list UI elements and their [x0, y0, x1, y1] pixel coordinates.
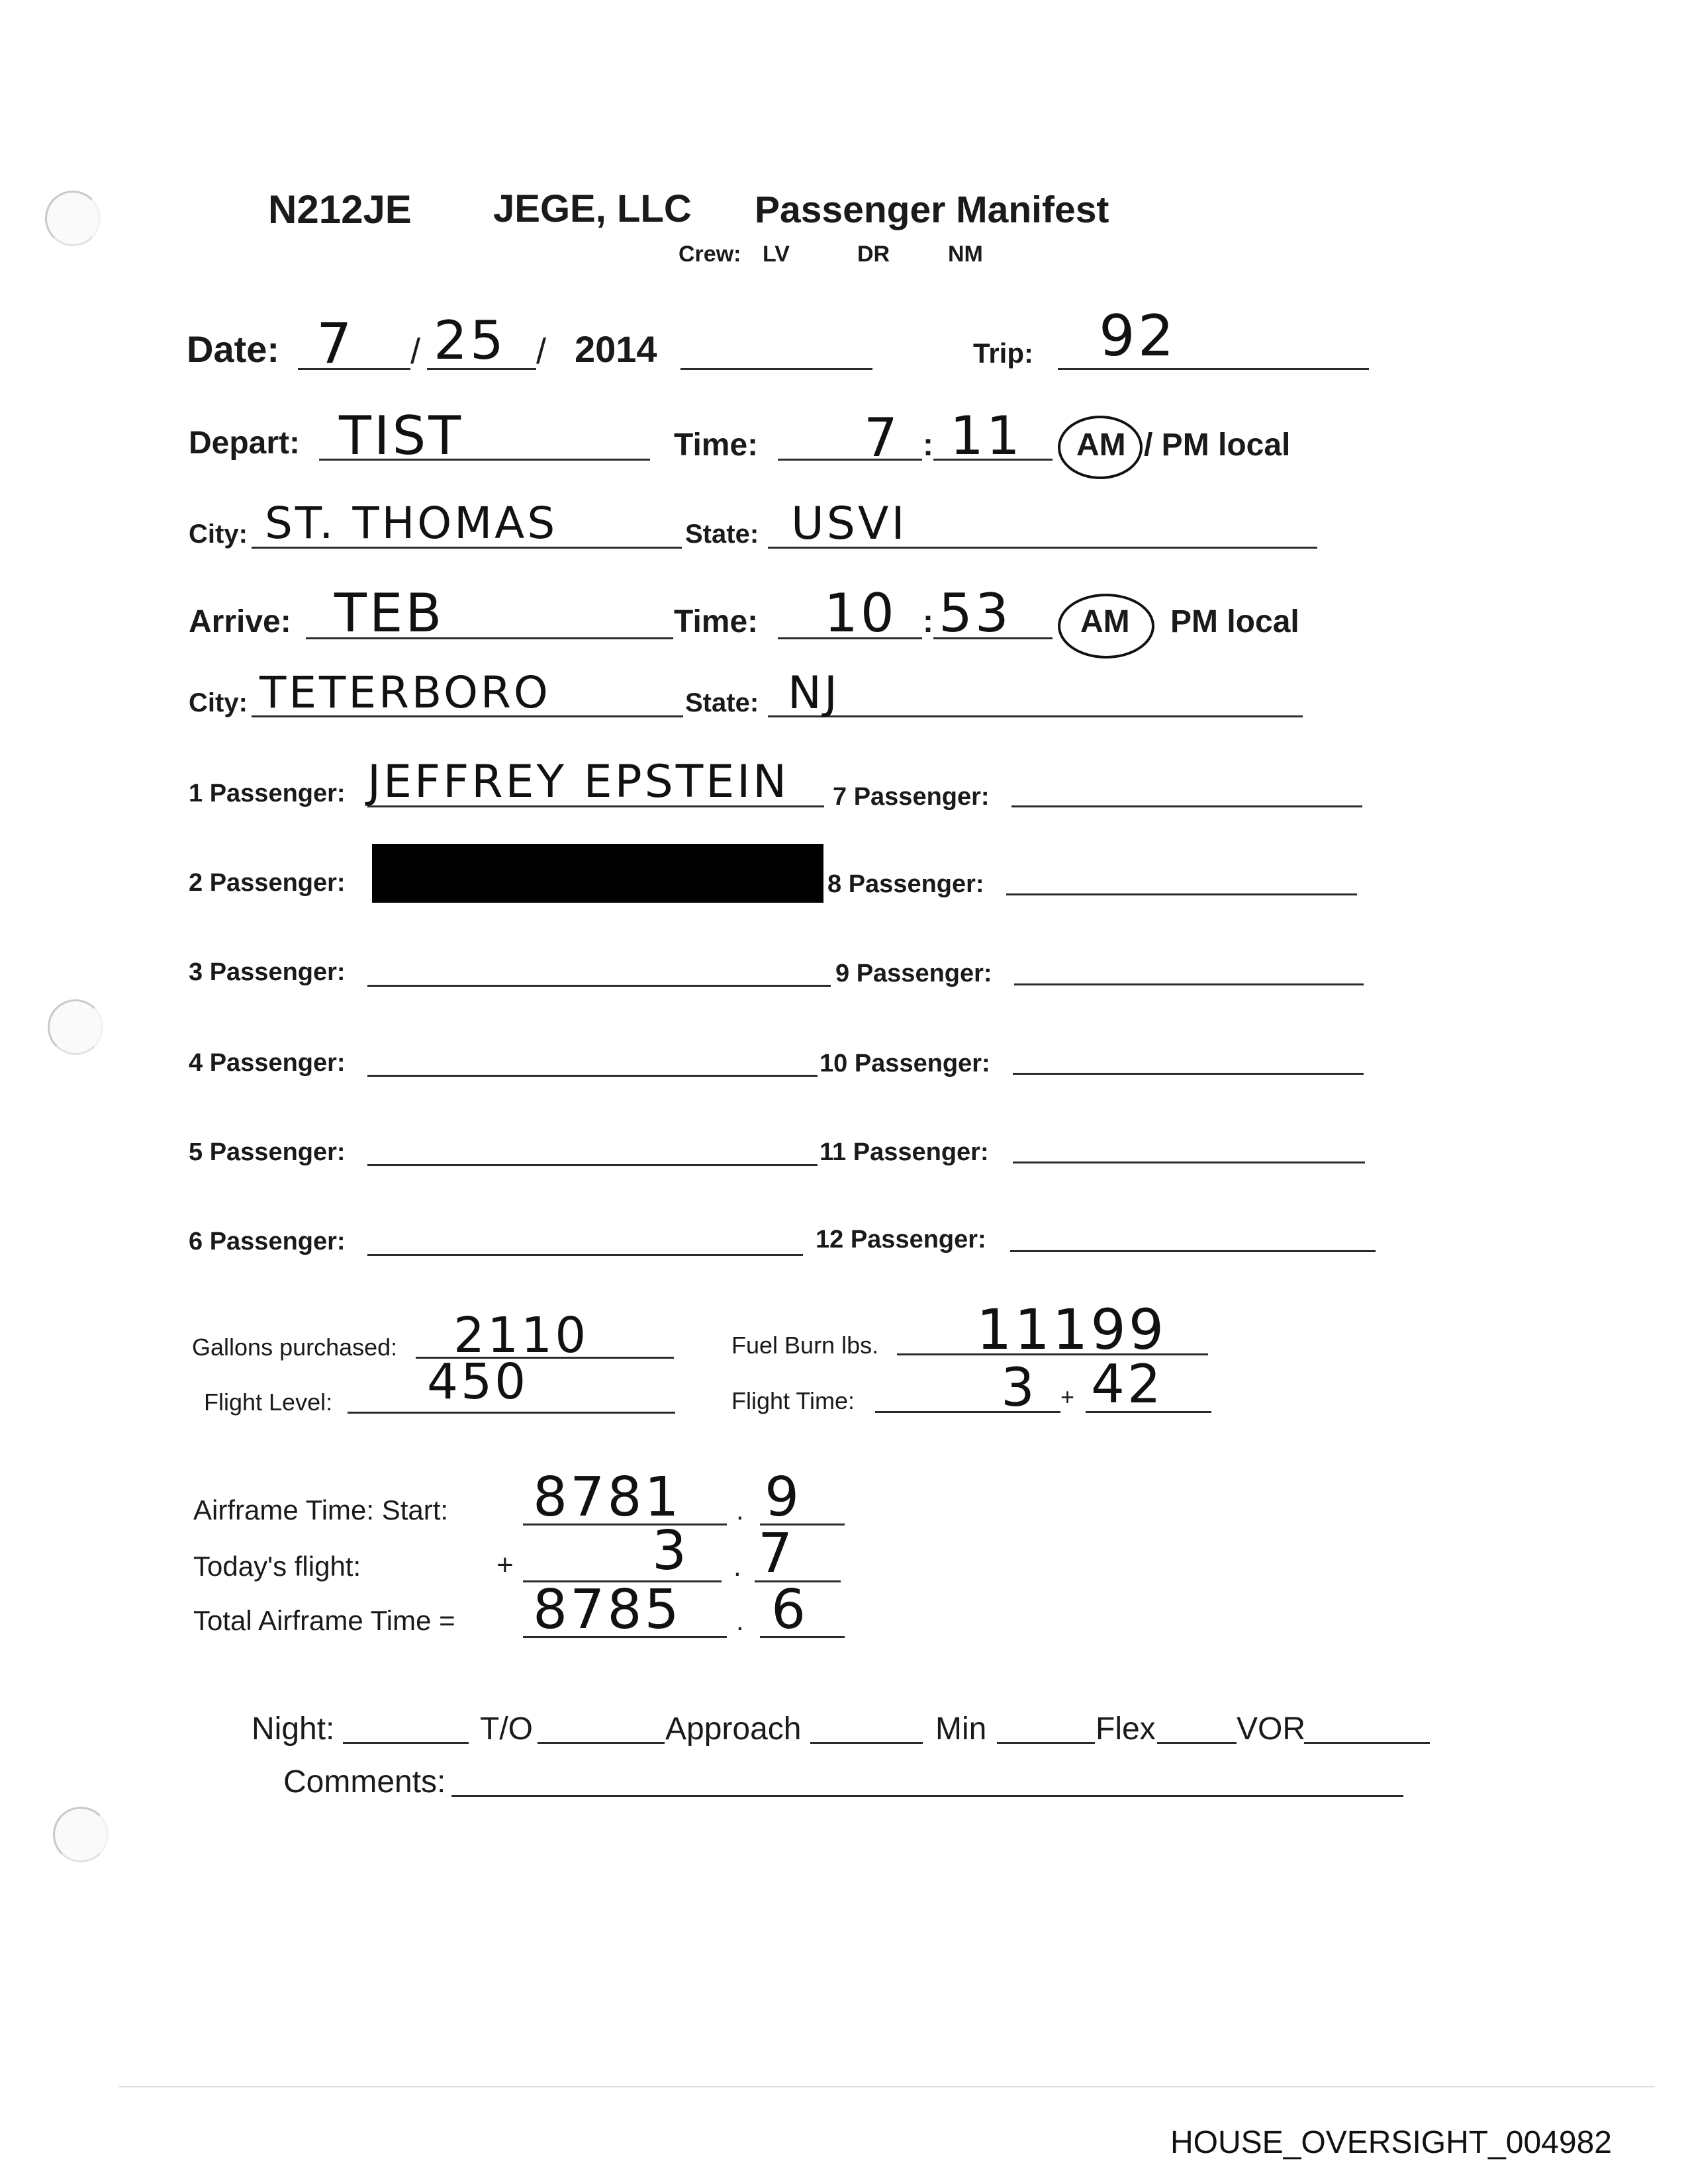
total-airframe-dot: . [736, 1605, 744, 1636]
fuel-burn-label: Fuel Burn lbs. [731, 1332, 879, 1359]
flight-level-label: Flight Level: [204, 1388, 333, 1416]
passenger-1-label: 1 Passenger: [189, 780, 346, 807]
fuel-burn-value: 11199 [976, 1297, 1167, 1362]
arrive-state-label: State: [685, 688, 759, 717]
night-label: Night: [252, 1711, 335, 1747]
passenger-6-label: 6 Passenger: [189, 1228, 346, 1255]
trip-label: Trip: [973, 338, 1033, 369]
arrive-airport: TEB [334, 582, 445, 644]
date-label: Date: [187, 328, 280, 370]
airframe-start-dot: . [736, 1494, 744, 1525]
approach-label: Approach [665, 1711, 802, 1747]
depart-am: AM [1076, 428, 1126, 463]
vor-label: VOR [1237, 1711, 1306, 1747]
gallons-value: 2110 [453, 1307, 589, 1364]
depart-time-colon: : [923, 428, 933, 463]
to-label: T/O [480, 1711, 533, 1747]
depart-hour: 7 [864, 407, 900, 469]
punch-hole-middle [48, 999, 103, 1055]
passenger-5-label: 5 Passenger: [189, 1138, 346, 1166]
bates-number: HOUSE_OVERSIGHT_004982 [1170, 2125, 1612, 2160]
depart-label: Depart: [189, 426, 301, 461]
page-title: Passenger Manifest [755, 189, 1109, 231]
depart-state-label: State: [685, 520, 759, 549]
passenger-4-label: 4 Passenger: [189, 1049, 346, 1077]
gallons-label: Gallons purchased: [192, 1334, 398, 1361]
flight-time-hours: 3 [1001, 1357, 1037, 1418]
total-airframe-label: Total Airframe Time = [193, 1605, 455, 1636]
trip-number: 92 [1099, 303, 1177, 369]
date-year: 2014 [575, 328, 657, 370]
airframe-start-label: Airframe Time: Start: [193, 1494, 449, 1525]
arrive-time-label: Time: [674, 604, 759, 639]
total-airframe-tenth: 6 [771, 1578, 809, 1641]
comments-label: Comments: [283, 1764, 446, 1799]
punch-hole-top [45, 191, 101, 246]
todays-flight-dot: . [733, 1551, 741, 1582]
passenger-10-label: 10 Passenger: [820, 1050, 990, 1077]
arrive-label: Arrive: [189, 604, 291, 639]
crew-label: Crew: [679, 242, 741, 267]
arrive-pm-local: PM local [1170, 604, 1299, 639]
todays-flight-plus: + [496, 1549, 514, 1581]
passenger-11-label: 11 Passenger: [820, 1138, 989, 1166]
total-airframe-whole: 8785 [533, 1578, 682, 1641]
passenger-3-label: 3 Passenger: [189, 958, 346, 986]
airframe-start-whole: 8781 [533, 1466, 682, 1529]
depart-airport: TIST [339, 405, 464, 467]
todays-flight-whole: 3 [652, 1520, 690, 1582]
passenger-12-label: 12 Passenger: [816, 1226, 986, 1253]
min-label: Min [935, 1711, 987, 1747]
todays-flight-tenth: 7 [758, 1522, 796, 1585]
passenger-9-label: 9 Passenger: [835, 960, 992, 987]
flight-time-label: Flight Time: [731, 1387, 855, 1414]
arrive-am: AM [1080, 604, 1130, 639]
arrive-minute: 53 [939, 582, 1011, 644]
depart-state: USVI [791, 498, 908, 550]
depart-city: ST. THOMAS [265, 498, 558, 549]
depart-city-label: City: [189, 520, 248, 549]
punch-hole-bottom [53, 1807, 109, 1862]
arrive-city: TETERBORO [259, 667, 551, 718]
redaction-box [372, 844, 823, 903]
crew-member-1: LV [763, 242, 790, 267]
arrive-state: NJ [788, 667, 840, 719]
crew-member-3: NM [948, 242, 983, 267]
company-name: JEGE, LLC [493, 187, 692, 230]
passenger-7-label: 7 Passenger: [833, 783, 990, 811]
date-separator-1: / [410, 332, 421, 371]
airframe-start-tenth: 9 [765, 1466, 802, 1529]
arrive-city-label: City: [189, 688, 248, 717]
arrive-hour: 10 [824, 582, 897, 644]
todays-flight-label: Today's flight: [193, 1551, 361, 1582]
flight-level-value: 450 [427, 1353, 529, 1410]
scan-edge-line [119, 2086, 1655, 2087]
flight-time-minutes: 42 [1091, 1353, 1164, 1415]
passenger-2-label: 2 Passenger: [189, 869, 346, 897]
arrive-time-colon: : [923, 604, 933, 639]
passenger-1-name: JEFFREY EPSTEIN [367, 756, 790, 808]
date-separator-2: / [536, 332, 547, 371]
passenger-8-label: 8 Passenger: [827, 870, 984, 898]
crew-member-2: DR [857, 242, 890, 267]
depart-time-label: Time: [674, 428, 759, 463]
flex-label: Flex [1096, 1711, 1156, 1747]
depart-pm-local: / PM local [1144, 428, 1291, 463]
flight-time-plus: + [1060, 1383, 1075, 1410]
depart-minute: 11 [950, 405, 1023, 467]
date-day: 25 [434, 310, 506, 371]
date-month: 7 [316, 311, 355, 376]
tail-number: N212JE [268, 187, 412, 232]
